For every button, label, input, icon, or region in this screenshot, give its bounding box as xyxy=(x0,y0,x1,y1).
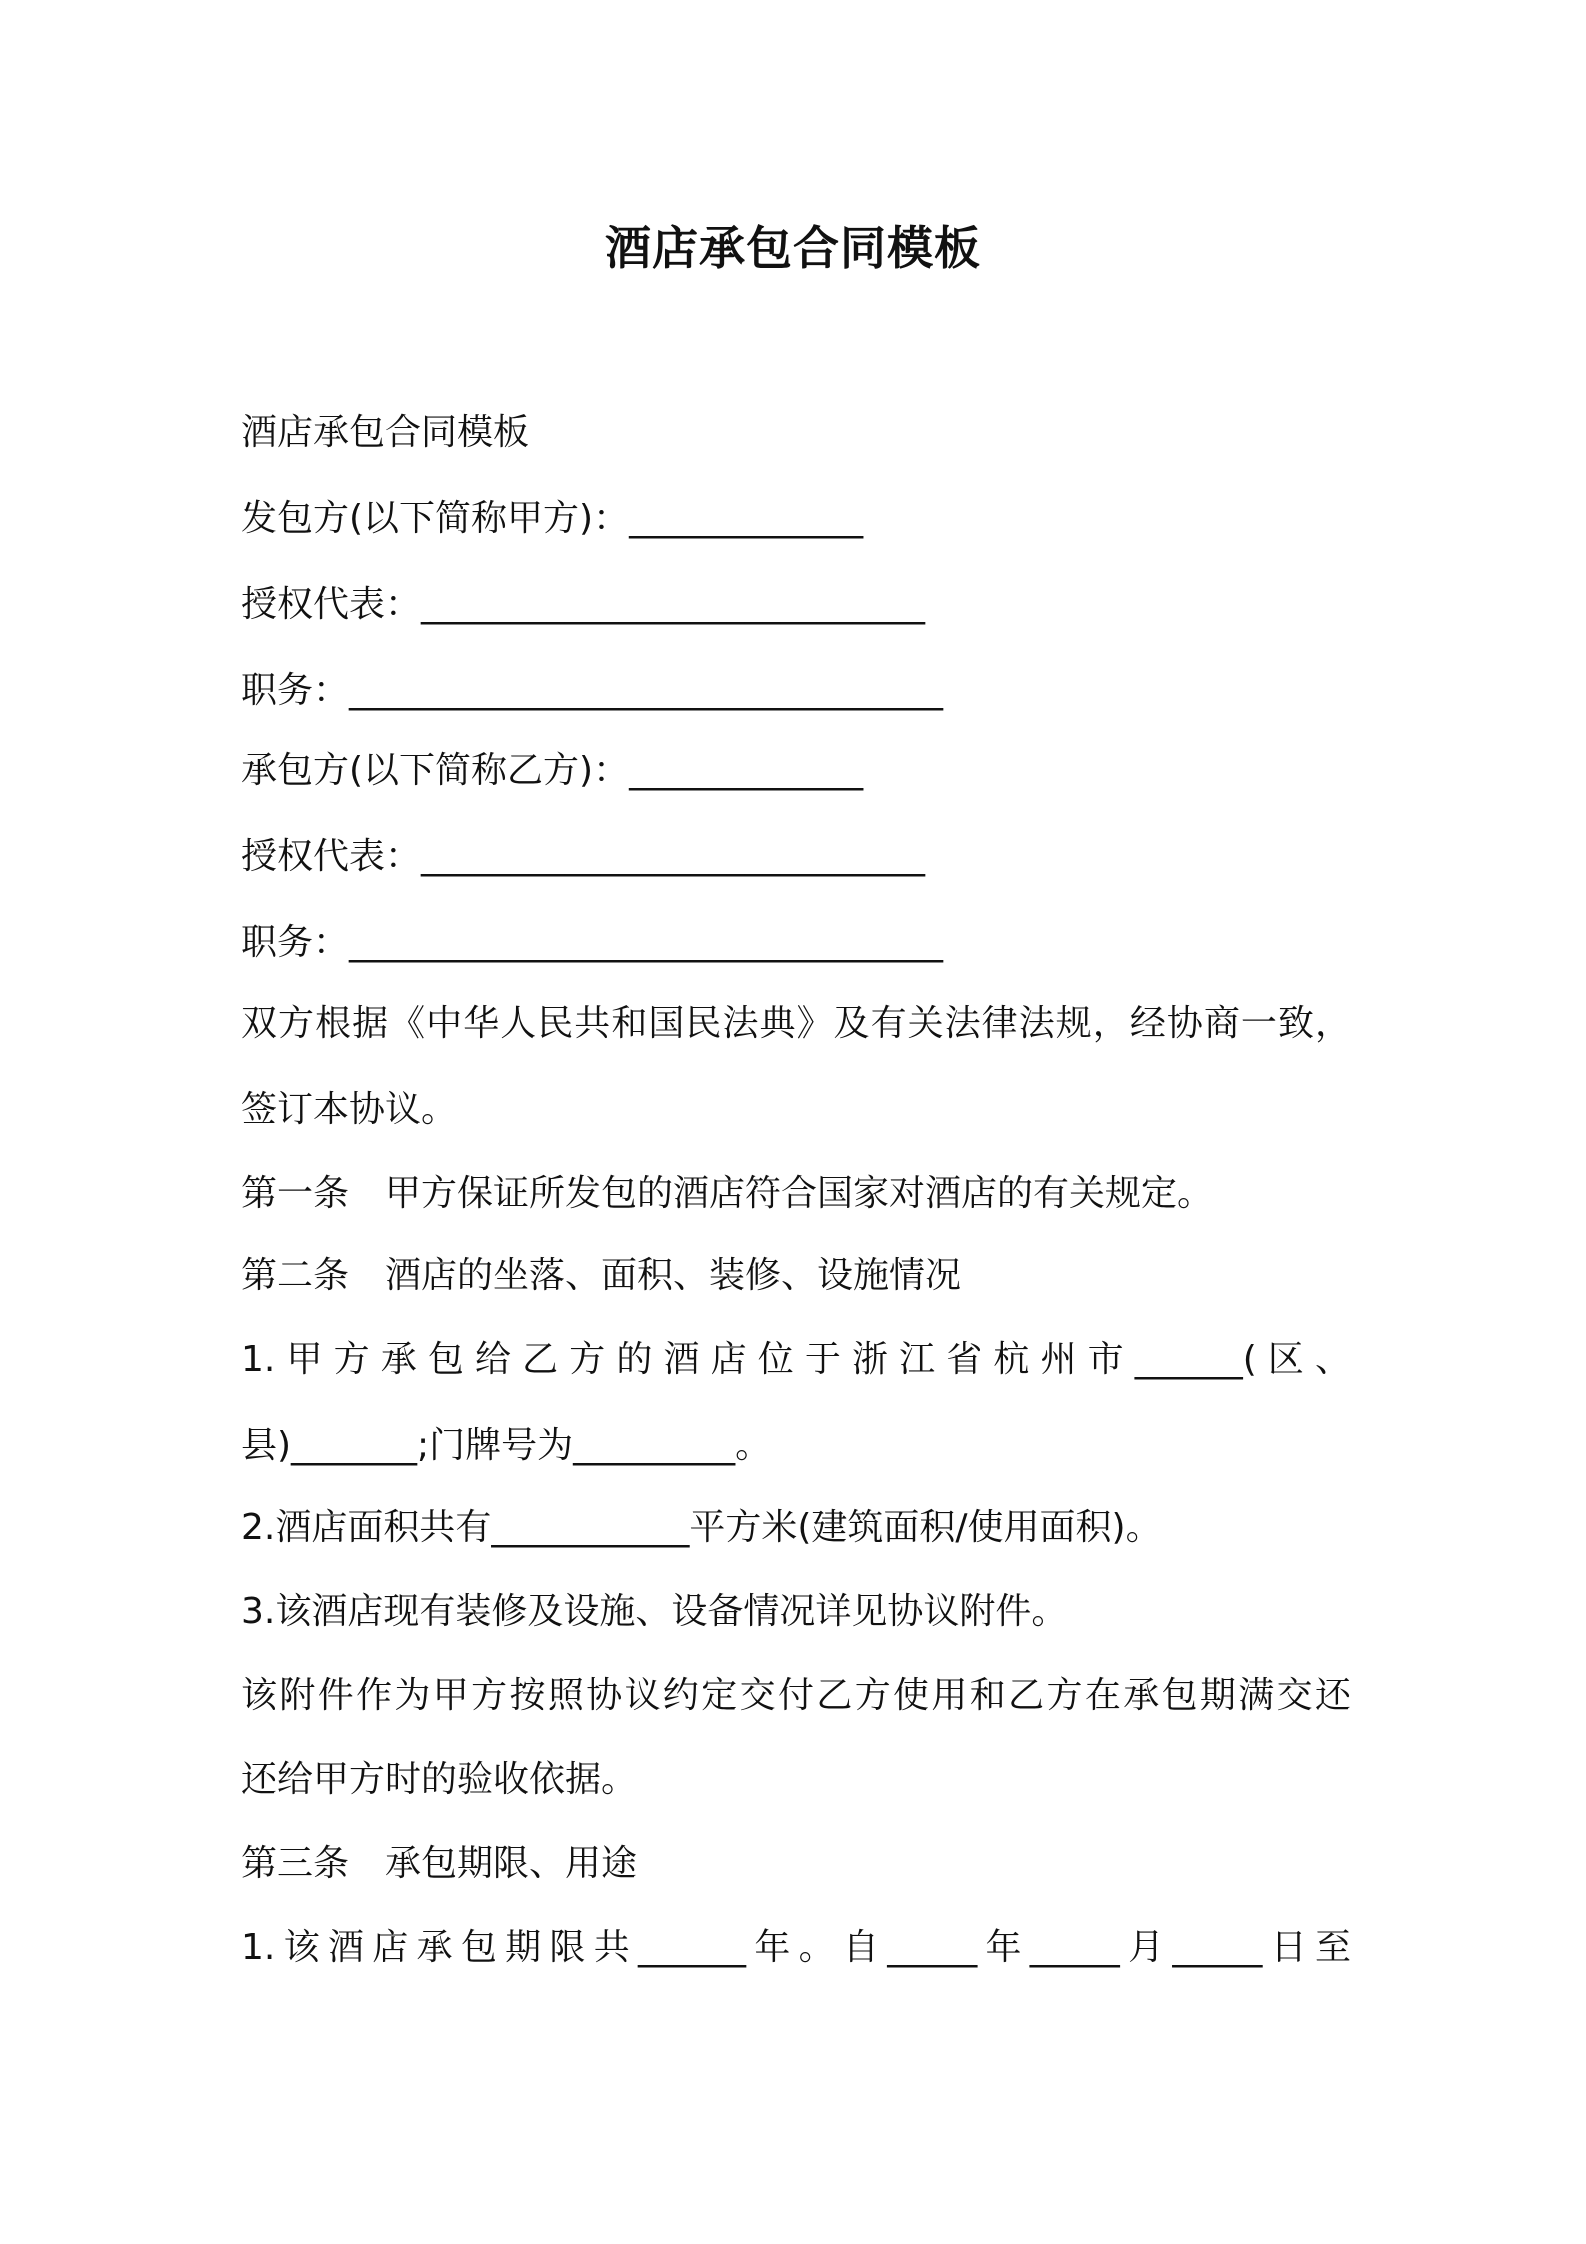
preamble-line-2: 签订本协议。 xyxy=(241,1089,458,1130)
party-b-position-line: 职务：_________________________________ xyxy=(241,922,944,963)
party-b-representative-line: 授权代表：____________________________ xyxy=(241,836,926,877)
party-a-representative-line: 授权代表：____________________________ xyxy=(241,584,926,625)
party-a-position-line: 职务：_________________________________ xyxy=(241,670,944,711)
party-a-line: 发包方(以下简称甲方)：_____________ xyxy=(241,498,864,539)
article-2-item-2-line: 2.酒店面积共有___________平方米(建筑面积/使用面积)。 xyxy=(241,1507,1162,1548)
attachment-note-line-2: 还给甲方时的验收依据。 xyxy=(241,1759,638,1800)
article-3-item-1-line: 1.该酒店承包期限共______年。自_____年_____月_____日至 xyxy=(241,1927,1351,1968)
subtitle-line: 酒店承包合同模板 xyxy=(241,412,530,453)
article-3-heading: 第三条 承包期限、用途 xyxy=(241,1843,638,1884)
article-1-line: 第一条 甲方保证所发包的酒店符合国家对酒店的有关规定。 xyxy=(241,1173,1214,1214)
preamble-line-1: 双方根据《中华人民共和国民法典》及有关法律法规，经协商一致， xyxy=(241,1003,1351,1044)
article-2-heading: 第二条 酒店的坐落、面积、装修、设施情况 xyxy=(241,1255,962,1296)
document-title: 酒店承包合同模板 xyxy=(605,221,981,275)
article-2-item-3-line: 3.该酒店现有装修及设施、设备情况详见协议附件。 xyxy=(241,1591,1068,1632)
article-2-item-1-line-2: 县)_______;门牌号为_________。 xyxy=(241,1425,772,1466)
attachment-note-line-1: 该附件作为甲方按照协议约定交付乙方使用和乙方在承包期满交还 xyxy=(241,1675,1351,1716)
article-2-item-1-line-1: 1.甲方承包给乙方的酒店位于浙江省杭州市______(区、 xyxy=(241,1339,1351,1380)
party-b-line: 承包方(以下简称乙方)：_____________ xyxy=(241,750,864,791)
